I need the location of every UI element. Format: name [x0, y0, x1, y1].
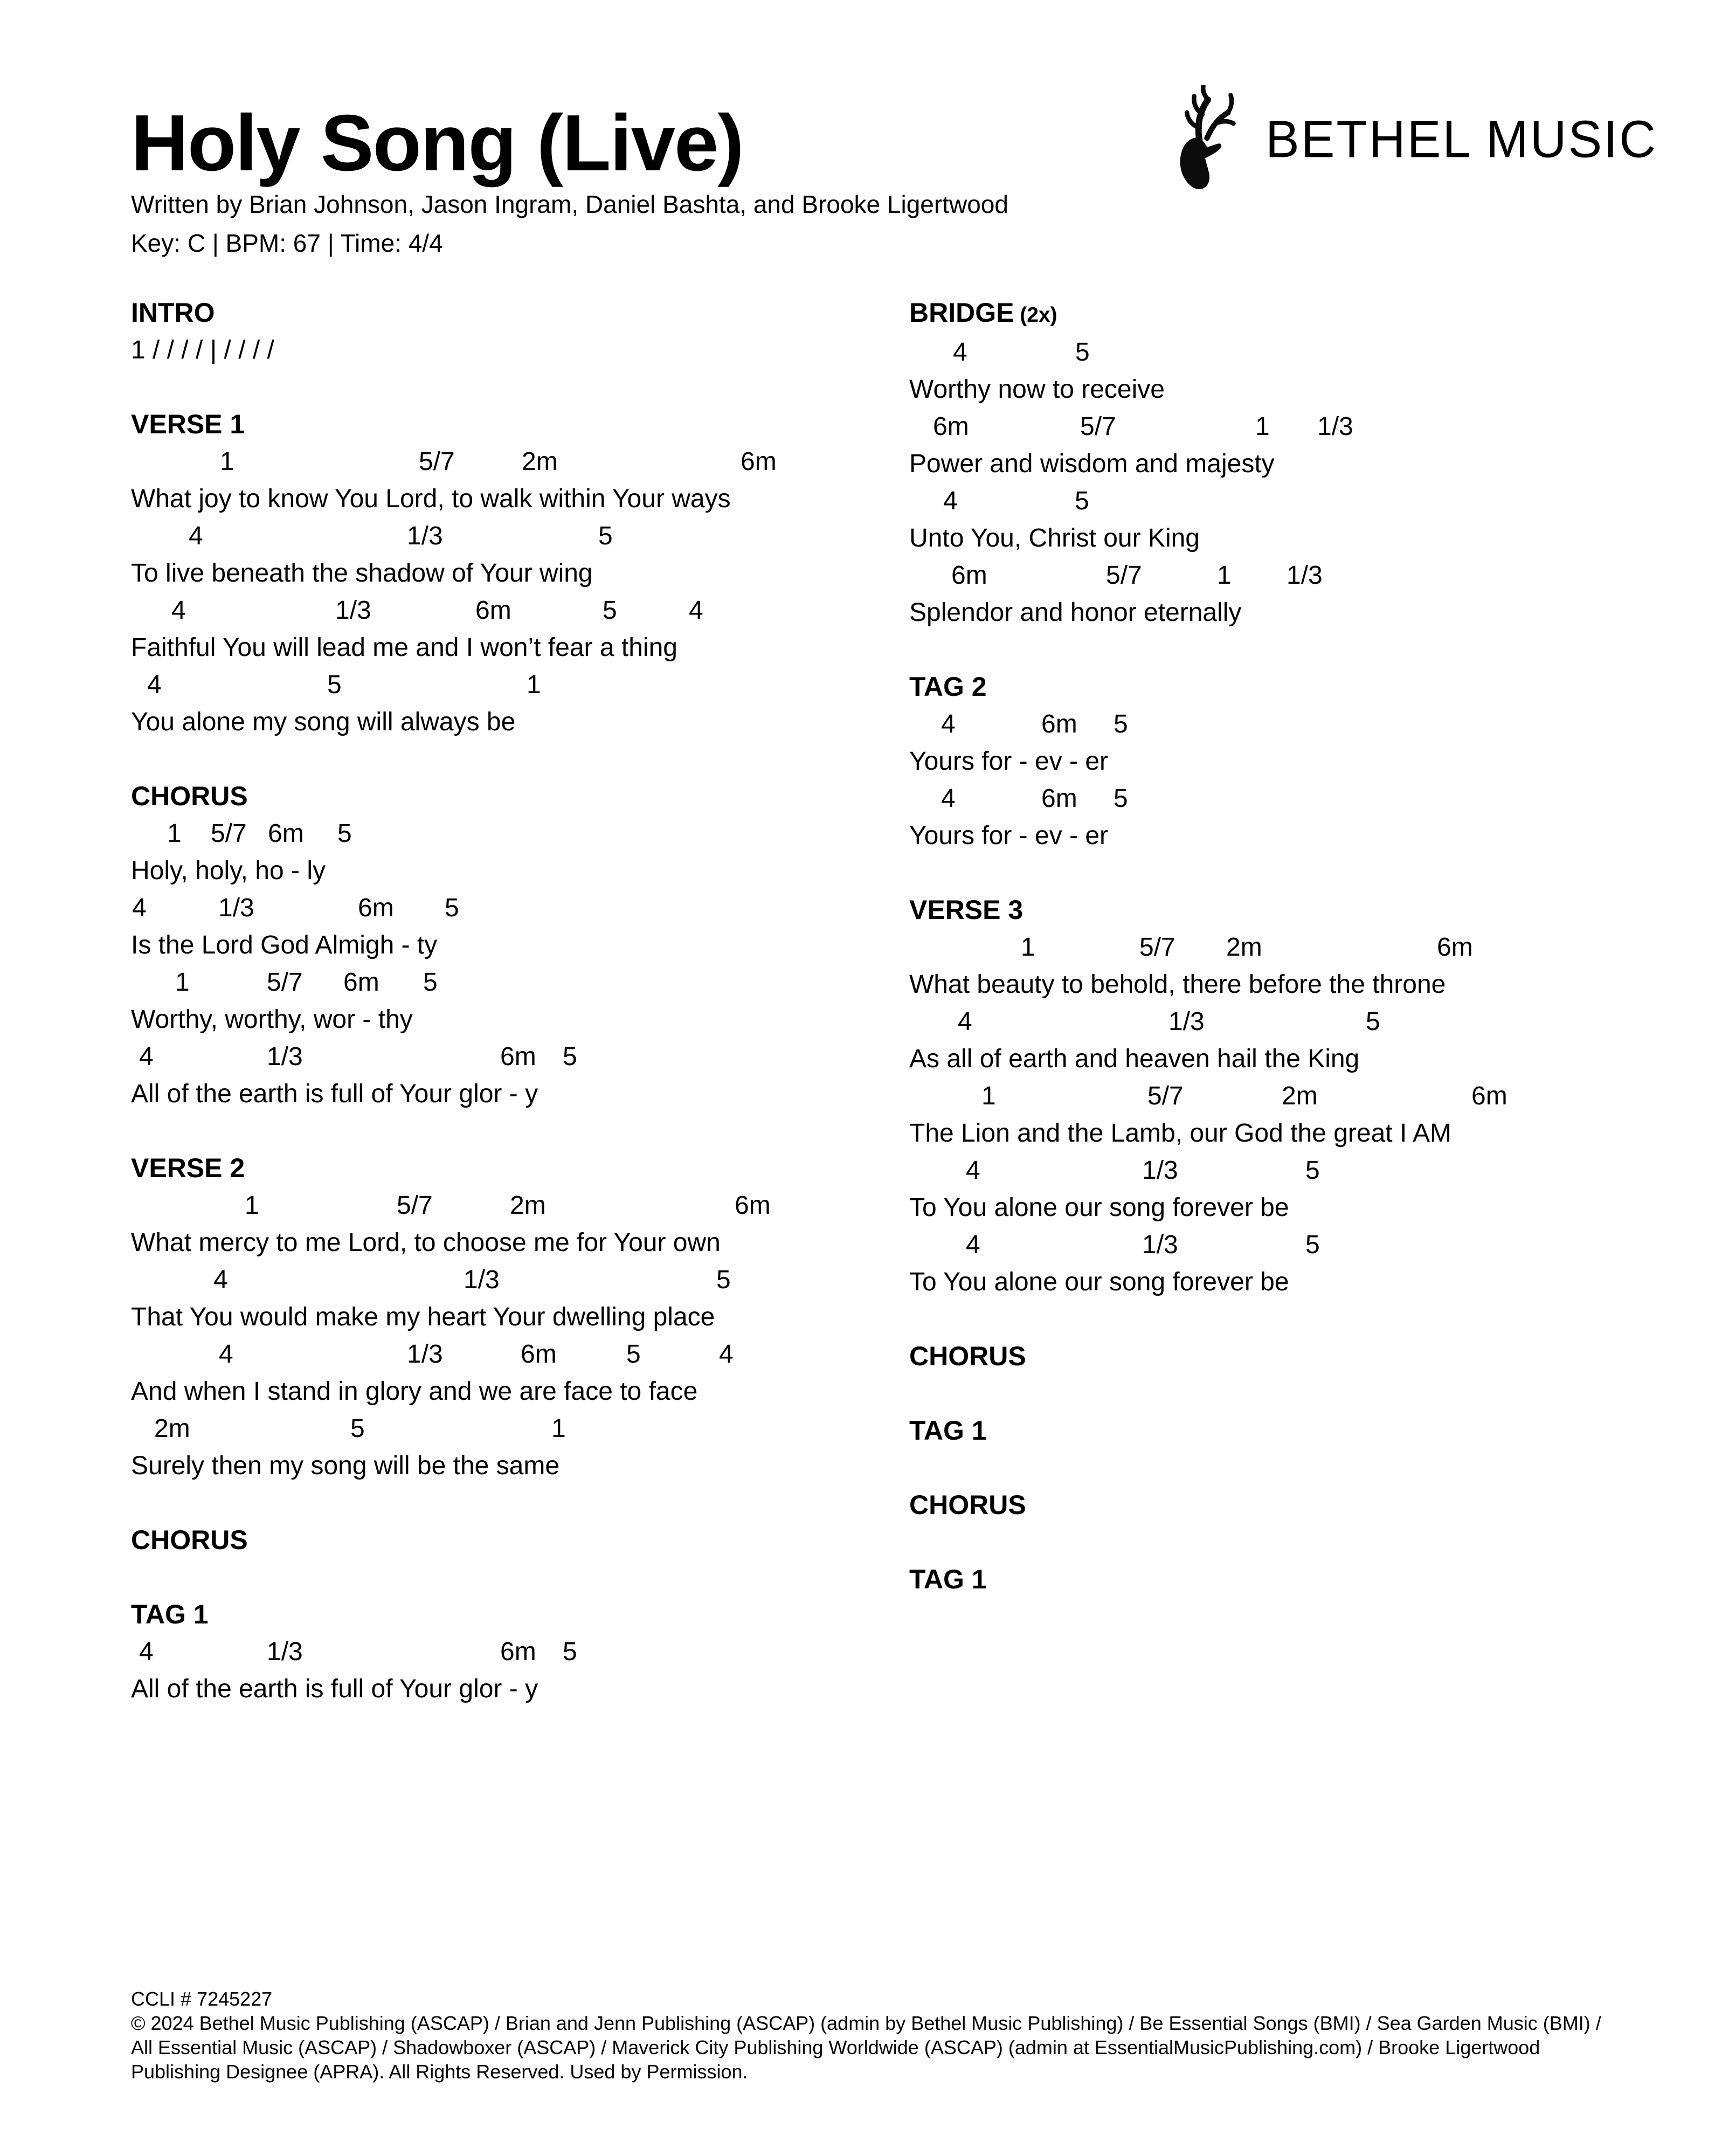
chord: 1/3 [464, 1266, 500, 1294]
chord: 6m [475, 596, 511, 625]
left-column [131, 294, 891, 1745]
chord: 4 [171, 596, 186, 625]
chord: 5/7 [211, 819, 247, 848]
chord: 5/7 [419, 447, 455, 476]
section-heading: INTRO [131, 298, 215, 328]
chord: 5/7 [267, 968, 303, 997]
chord: 6m [358, 894, 394, 922]
chord: 5 [350, 1414, 365, 1443]
lyric-line: All of the earth is full of Your glor - y [131, 1675, 538, 1703]
chord: 5 [716, 1266, 731, 1294]
chord-line [909, 706, 1707, 743]
chord: 6m [268, 819, 304, 848]
chord-line [909, 482, 1707, 520]
chord: 4 [966, 1156, 980, 1185]
chord: 1/3 [267, 1042, 303, 1071]
bethel-music-logo [1159, 85, 1657, 193]
song-section [131, 1150, 891, 1484]
chord: 5 [1075, 487, 1089, 515]
chord: 1/3 [407, 1340, 443, 1369]
song-section [909, 1412, 1707, 1449]
chord: 1/3 [1142, 1156, 1178, 1185]
chord: 4 [132, 894, 147, 922]
chord: 5 [327, 671, 342, 699]
lyric-line: Yours for - ev - er [909, 821, 1109, 850]
chord-line [909, 557, 1707, 594]
chord: 1/3 [335, 596, 371, 625]
chord: 4 [941, 784, 956, 813]
chord: 1/3 [267, 1637, 303, 1666]
lyric-line: Surely then my song will be the same [131, 1452, 560, 1480]
copyright-line: Publishing Designee (APRA). All Rights Reserved. Used by Permission. [131, 2061, 748, 2083]
song-section [131, 1522, 891, 1559]
section-heading: VERSE 2 [131, 1153, 245, 1183]
chord: 4 [189, 522, 203, 550]
lyric-line: 1 / / / / | / / / / [131, 336, 274, 364]
song-section [909, 668, 1707, 854]
lyric-line: That You would make my heart Your dwelling place [131, 1303, 715, 1331]
chord: 5 [563, 1637, 577, 1666]
chord: 4 [139, 1042, 154, 1071]
chord: 5 [1305, 1231, 1320, 1259]
chord: 5 [423, 968, 438, 997]
section-repeat-count: (2x) [1014, 303, 1057, 327]
song-section [909, 1487, 1707, 1524]
chord: 1 [1021, 933, 1035, 962]
copyright-text [131, 2011, 1601, 2084]
lyric-line: Worthy now to receive [909, 375, 1165, 404]
chord: 6m [1471, 1082, 1507, 1110]
chord: 2m [1226, 933, 1262, 962]
song-section [131, 778, 891, 1112]
chord: 1 [551, 1414, 566, 1443]
chord: 1 [167, 819, 182, 848]
section-heading: TAG 2 [909, 672, 987, 702]
chord: 4 [719, 1340, 734, 1369]
lyric-line: To live beneath the shadow of Your wing [131, 559, 593, 588]
section-heading: TAG 1 [909, 1564, 987, 1594]
page-title: Holy Song (Live) [131, 99, 743, 188]
chord: 5/7 [1139, 933, 1175, 962]
lyric-line: What joy to know You Lord, to walk within Your ways [131, 485, 731, 513]
chord: 6m [521, 1340, 557, 1369]
chord: 5 [1075, 338, 1090, 367]
chord-line [909, 1077, 1707, 1115]
lyric-line: You alone my song will always be [131, 708, 516, 736]
chord-line [909, 408, 1707, 445]
chord: 1/3 [218, 894, 254, 922]
chord: 5/7 [1080, 412, 1116, 441]
section-heading: CHORUS [131, 1525, 248, 1555]
chord-line [909, 780, 1707, 817]
chord-line [131, 1038, 891, 1075]
chord-line [131, 964, 891, 1001]
lyric-line: As all of earth and heaven hail the King [909, 1045, 1360, 1073]
lyric-line: And when I stand in glory and we are face to face [131, 1377, 698, 1406]
chord-line [131, 443, 891, 480]
chord-line [131, 517, 891, 555]
chord: 1/3 [407, 522, 443, 550]
chord: 4 [139, 1637, 154, 1666]
chord: 1/3 [1317, 412, 1353, 441]
lyric-line: Faithful You will lead me and I won’t fear a thing [131, 633, 677, 662]
song-section [909, 892, 1707, 1301]
chord: 6m [951, 561, 987, 590]
chord-line [131, 1633, 891, 1670]
chord: 6m [735, 1191, 771, 1220]
chord: 5 [1366, 1007, 1380, 1036]
chord: 6m [500, 1637, 536, 1666]
chord: 4 [953, 338, 967, 367]
lyric-line: All of the earth is full of Your glor - y [131, 1080, 538, 1108]
chord: 1/3 [1287, 561, 1323, 590]
chord: 1/3 [1168, 1007, 1205, 1036]
chord: 6m [741, 447, 777, 476]
copyright-line: © 2024 Bethel Music Publishing (ASCAP) / Brian and Jenn Publishing (ASCAP) (admin by Bethel Music Publishing) / Be Essential Songs (BMI) / Sea Garden Music (BMI) / [131, 2012, 1601, 2034]
song-section [909, 294, 1707, 631]
section-heading: CHORUS [131, 781, 248, 811]
chord: 6m [1437, 933, 1473, 962]
logo-wordmark: BETHEL MUSIC [1265, 109, 1658, 169]
chord: 5 [603, 596, 617, 625]
chord: 1/3 [1142, 1231, 1178, 1259]
chord: 1 [981, 1082, 996, 1110]
chord: 4 [147, 671, 162, 699]
chord: 6m [1041, 710, 1077, 738]
lyric-line: Power and wisdom and majesty [909, 450, 1275, 478]
chord: 4 [941, 710, 956, 738]
chord: 5/7 [1147, 1082, 1184, 1110]
chord: 6m [343, 968, 379, 997]
lyric-line: To You alone our song forever be [909, 1268, 1289, 1296]
chord-line [909, 1003, 1707, 1040]
chord: 2m [154, 1414, 190, 1443]
chord: 5 [337, 819, 352, 848]
chord: 6m [1041, 784, 1077, 813]
chord-line [909, 1152, 1707, 1189]
chord-line [131, 1410, 891, 1447]
chord: 1 [1255, 412, 1270, 441]
copyright-line: All Essential Music (ASCAP) / Shadowboxer (ASCAP) / Maverick City Publishing Worldwide (ASCAP) (admin at EssentialMusicPublishing.com) / Brooke Ligertwood [131, 2036, 1540, 2058]
section-heading: TAG 1 [909, 1415, 987, 1446]
chord-line [131, 592, 891, 629]
chord-line [131, 1261, 891, 1298]
lyric-line: Holy, holy, ho - ly [131, 856, 326, 885]
chord: 1 [1217, 561, 1232, 590]
song-key-bpm-time: Key: C | BPM: 67 | Time: 4/4 [131, 229, 443, 257]
chord-line [131, 1336, 891, 1373]
right-column [909, 294, 1707, 1635]
lyric-line: Splendor and honor eternally [909, 598, 1242, 627]
deer-head-shape [1180, 138, 1222, 189]
song-section [131, 294, 891, 369]
lyric-line: Yours for - ev - er [909, 747, 1109, 776]
chord: 1 [220, 447, 234, 476]
chord: 2m [522, 447, 558, 476]
chord: 6m [933, 412, 969, 441]
chord: 1 [527, 671, 541, 699]
chord: 5/7 [1106, 561, 1142, 590]
chord-line [131, 889, 891, 927]
chord: 5 [1305, 1156, 1320, 1185]
chord: 5 [445, 894, 459, 922]
lyric-line: Is the Lord God Almigh - ty [131, 931, 438, 959]
chord: 5 [598, 522, 613, 550]
footer [131, 1987, 1601, 2084]
chord-line [909, 929, 1707, 966]
section-heading: CHORUS [909, 1341, 1026, 1371]
lyric-line: Unto You, Christ our King [909, 524, 1200, 552]
chord-line [909, 1226, 1707, 1263]
chord-line [131, 1187, 891, 1224]
section-heading: BRIDGE (2x) [909, 298, 1057, 328]
section-heading: VERSE 3 [909, 895, 1024, 925]
section-heading: VERSE 1 [131, 409, 245, 439]
lyric-line: To You alone our song forever be [909, 1193, 1289, 1222]
lyric-line: The Lion and the Lamb, our God the great I AM [909, 1119, 1451, 1148]
chord: 5 [1114, 710, 1128, 738]
chord: 1 [245, 1191, 259, 1220]
chord-line [131, 666, 891, 703]
song-section [131, 1596, 891, 1708]
lyric-line: Worthy, worthy, wor - thy [131, 1005, 413, 1034]
chord: 5 [563, 1042, 577, 1071]
chord: 2m [510, 1191, 546, 1220]
chord: 6m [500, 1042, 536, 1071]
song-section [909, 1561, 1707, 1598]
section-heading: TAG 1 [131, 1599, 209, 1629]
chord: 4 [213, 1266, 228, 1294]
lyric-line: What beauty to behold, there before the throne [909, 970, 1446, 999]
chord: 4 [219, 1340, 233, 1369]
section-heading: CHORUS [909, 1490, 1026, 1520]
chord-line [909, 334, 1707, 371]
chord: 5 [1114, 784, 1128, 813]
song-section [909, 1338, 1707, 1375]
chord-line [131, 815, 891, 852]
chord: 1 [175, 968, 190, 997]
chord: 4 [966, 1231, 980, 1259]
writers-line: Written by Brian Johnson, Jason Ingram, Daniel Bashta, and Brooke Ligertwood [131, 190, 1008, 218]
deer-icon [1159, 85, 1251, 193]
chord: 5 [626, 1340, 641, 1369]
chord: 5/7 [397, 1191, 433, 1220]
chord: 4 [943, 487, 958, 515]
lyric-line: What mercy to me Lord, to choose me for Your own [131, 1228, 721, 1257]
ccli-number: CCLI # 7245227 [131, 1988, 273, 2010]
chord: 4 [958, 1007, 972, 1036]
song-section [131, 406, 891, 741]
chord: 2m [1282, 1082, 1318, 1110]
chord: 4 [689, 596, 703, 625]
